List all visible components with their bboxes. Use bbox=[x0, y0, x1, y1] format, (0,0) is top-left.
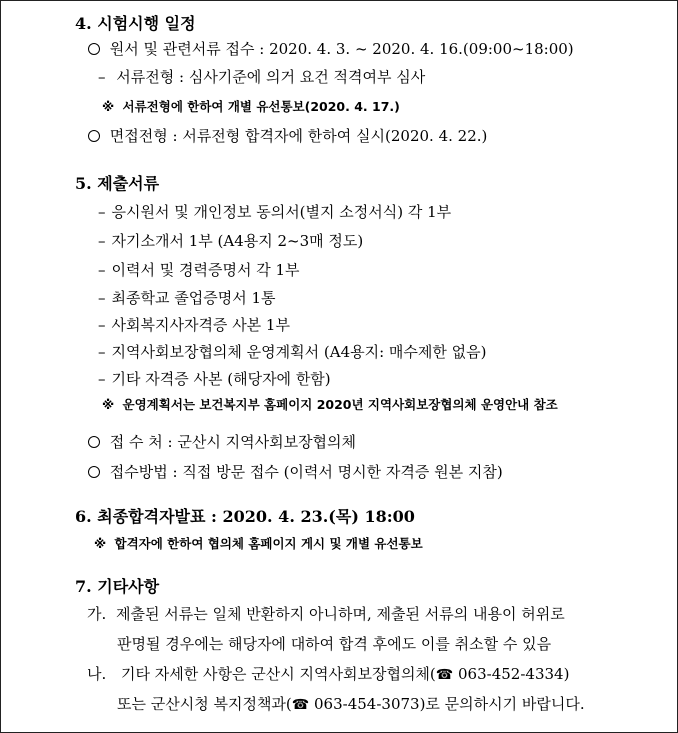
doc-item-2: – 이력서 및 경력증명서 각 1부 bbox=[98, 261, 300, 279]
dash-bullet: – bbox=[98, 68, 106, 86]
section-7-item-na-line2: 또는 군산시청 복지정책과(☎ 063-454-3073)로 문의하시기 바랍니다. bbox=[117, 695, 585, 713]
section-5-heading: 5. 제출서류 bbox=[75, 174, 160, 193]
section-4-item-application: 원서 및 관련서류 접수 : 2020. 4. 3. ~ 2020. 4. 16.(09:00~18:00) bbox=[88, 38, 574, 59]
section-6-note: ※ 합격자에 한하여 협의체 홈페이지 게시 및 개별 유선통보 bbox=[94, 536, 423, 551]
circle-bullet-icon bbox=[88, 436, 100, 448]
phone-icon: ☎ bbox=[291, 697, 310, 713]
section-4-heading: 4. 시험시행 일정 bbox=[75, 14, 196, 33]
section-7-item-ga-line1: 가. 제출된 서류는 일체 반환하지 아니하며, 제출된 서류의 내용이 허위로 bbox=[87, 605, 565, 623]
section-7-heading: 7. 기타사항 bbox=[75, 577, 160, 596]
item-marker-na: 나. bbox=[87, 665, 107, 683]
circle-bullet-icon bbox=[88, 466, 100, 478]
doc-item-6: – 기타 자격증 사본 (해당자에 한함) bbox=[98, 370, 331, 388]
section-7-item-ga-line2: 판명될 경우에는 해당자에 대하여 합격 후에도 이를 취소할 수 있음 bbox=[117, 635, 552, 653]
circle-bullet-icon bbox=[88, 130, 100, 142]
doc-item-3: – 최종학교 졸업증명서 1통 bbox=[98, 289, 276, 307]
doc-item-4: – 사회복지사자격증 사본 1부 bbox=[98, 316, 290, 334]
section-4-note: ※ 서류전형에 한하여 개별 유선통보(2020. 4. 17.) bbox=[102, 99, 400, 114]
section-7-item-na-line1: 나. 기타 자세한 사항은 군산시 지역사회보장협의체(☎ 063-452-4334) bbox=[87, 665, 570, 683]
section-4-item-interview: 면접전형 : 서류전형 합격자에 한하여 실시(2020. 4. 22.) bbox=[88, 125, 487, 146]
reference-mark-icon: ※ bbox=[102, 99, 115, 114]
reference-mark-icon: ※ bbox=[102, 397, 115, 412]
phone-icon: ☎ bbox=[435, 667, 454, 683]
section-5-method: 접수방법 : 직접 방문 접수 (이력서 명시한 자격증 원본 지참) bbox=[88, 461, 503, 482]
section-4-subitem-screening: – 서류전형 : 심사기준에 의거 요건 적격여부 심사 bbox=[98, 68, 426, 86]
section-5-place: 접 수 처 : 군산시 지역사회보장협의체 bbox=[88, 431, 356, 452]
doc-item-0: – 응시원서 및 개인정보 동의서(별지 소정서식) 각 1부 bbox=[98, 203, 452, 221]
doc-item-5: – 지역사회보장협의체 운영계획서 (A4용지: 매수제한 없음) bbox=[98, 343, 487, 361]
section-6-heading: 6. 최종합격자발표 : 2020. 4. 23.(목) 18:00 bbox=[75, 507, 415, 526]
reference-mark-icon: ※ bbox=[94, 536, 107, 551]
section-5-note: ※ 운영계획서는 보건복지부 홈페이지 2020년 지역사회보장협의체 운영안내 참조 bbox=[102, 397, 558, 412]
circle-bullet-icon bbox=[88, 43, 100, 55]
doc-item-1: – 자기소개서 1부 (A4용지 2~3매 정도) bbox=[98, 232, 364, 250]
item-marker-ga: 가. bbox=[87, 605, 107, 623]
